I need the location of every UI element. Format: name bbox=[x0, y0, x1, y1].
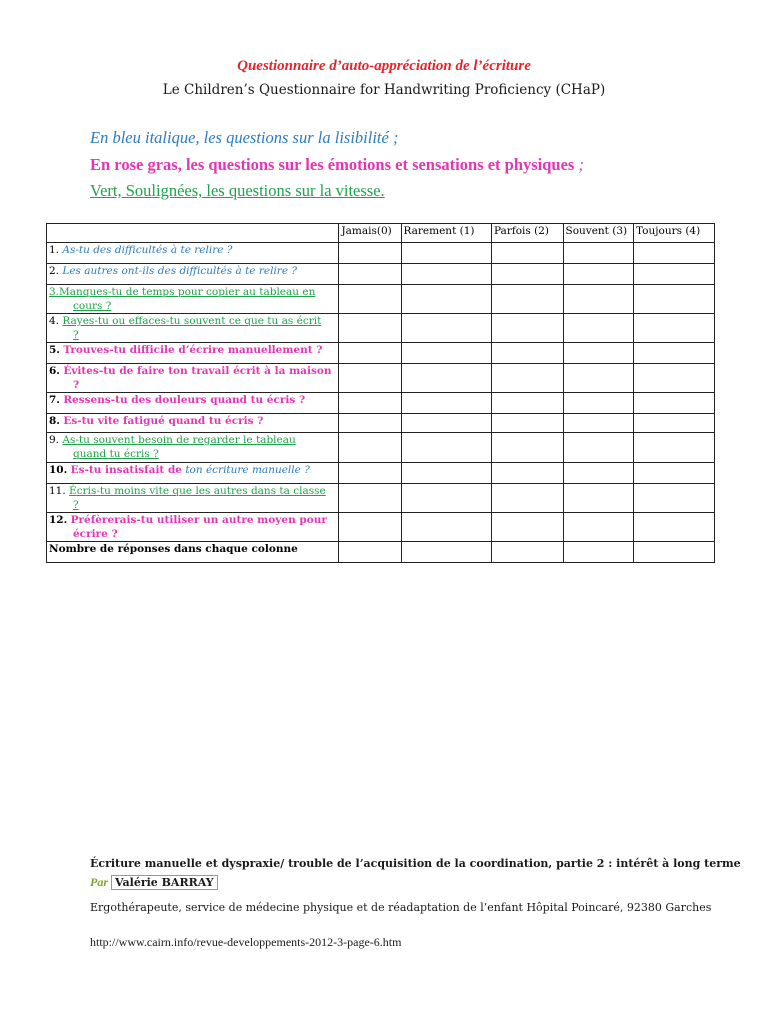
answer-cell[interactable] bbox=[633, 343, 714, 364]
column-header-parfois: Parfois (2) bbox=[491, 224, 563, 243]
answer-cell[interactable] bbox=[401, 285, 491, 314]
question-text: Ressens-tu des douleurs quand tu écris ? bbox=[63, 394, 306, 406]
total-cell[interactable] bbox=[339, 542, 401, 563]
answer-cell[interactable] bbox=[563, 433, 633, 463]
question-number: 10. bbox=[49, 464, 68, 476]
question-cell bbox=[47, 364, 339, 393]
table-row bbox=[47, 314, 715, 343]
question-text: Es-tu vite fatigué quand tu écris ? bbox=[63, 415, 264, 427]
answer-cell[interactable] bbox=[491, 393, 563, 414]
question-text: Manques-tu de temps pour copier au tableau en bbox=[59, 286, 316, 298]
answer-cell[interactable] bbox=[633, 414, 714, 433]
table-row bbox=[47, 393, 715, 414]
legend-emotions-text: En rose gras, les questions sur les émotions et sensations et physiques bbox=[90, 155, 575, 174]
table-row bbox=[47, 343, 715, 364]
answer-cell[interactable] bbox=[401, 364, 491, 393]
question-number: 3. bbox=[49, 286, 60, 298]
answer-cell[interactable] bbox=[563, 414, 633, 433]
table-row bbox=[47, 414, 715, 433]
question-text-cont: écrire ? bbox=[73, 528, 118, 540]
answer-cell[interactable] bbox=[339, 343, 401, 364]
reference-affiliation: Ergothérapeute, service de médecine physique et de réadaptation de l’enfant Hôpital Poincaré, 92380 Garches bbox=[90, 901, 712, 914]
reference-par: Par bbox=[90, 875, 108, 889]
column-header-rarement: Rarement (1) bbox=[401, 224, 491, 243]
answer-cell[interactable] bbox=[633, 393, 714, 414]
answer-cell[interactable] bbox=[339, 463, 401, 484]
reference-author: Valérie BARRAY bbox=[111, 875, 218, 890]
question-text: As-tu des difficultés à te relire ? bbox=[62, 244, 233, 256]
header-question-cell bbox=[47, 224, 339, 243]
table-row bbox=[47, 264, 715, 285]
answer-cell[interactable] bbox=[339, 314, 401, 343]
answer-cell[interactable] bbox=[563, 285, 633, 314]
question-text: Trouves-tu difficile d’écrire manuellement ? bbox=[63, 344, 323, 356]
question-cell bbox=[47, 343, 339, 364]
answer-cell[interactable] bbox=[633, 264, 714, 285]
answer-cell[interactable] bbox=[339, 513, 401, 542]
table-row bbox=[47, 513, 715, 542]
question-cell bbox=[47, 484, 339, 513]
question-number: 2. bbox=[49, 265, 60, 277]
table-row bbox=[47, 285, 715, 314]
question-cell bbox=[47, 314, 339, 343]
page-title: Questionnaire d’auto-appréciation de l’écriture bbox=[237, 58, 531, 74]
answer-cell[interactable] bbox=[563, 513, 633, 542]
question-text: Es-tu insatisfait de bbox=[70, 464, 182, 476]
answer-cell[interactable] bbox=[563, 343, 633, 364]
answer-cell[interactable] bbox=[633, 243, 714, 264]
answer-cell[interactable] bbox=[633, 513, 714, 542]
table-row bbox=[47, 463, 715, 484]
answer-cell[interactable] bbox=[339, 433, 401, 463]
question-text: Préfèrerais-tu utiliser un autre moyen pour bbox=[70, 514, 327, 526]
question-cell bbox=[47, 264, 339, 285]
total-cell[interactable] bbox=[491, 542, 563, 563]
answer-cell[interactable] bbox=[563, 364, 633, 393]
question-text-cont: cours ? bbox=[73, 300, 112, 312]
answer-cell[interactable] bbox=[401, 414, 491, 433]
answer-cell[interactable] bbox=[339, 364, 401, 393]
question-text: Évites-tu de faire ton travail écrit à la maison bbox=[63, 365, 332, 377]
table-row bbox=[47, 484, 715, 513]
question-cell bbox=[47, 393, 339, 414]
answer-cell[interactable] bbox=[339, 264, 401, 285]
legend-emotions bbox=[90, 155, 584, 175]
answer-cell[interactable] bbox=[491, 414, 563, 433]
answer-cell[interactable] bbox=[491, 364, 563, 393]
answer-cell[interactable] bbox=[401, 433, 491, 463]
answer-cell[interactable] bbox=[401, 343, 491, 364]
answer-cell[interactable] bbox=[339, 484, 401, 513]
question-cell bbox=[47, 463, 339, 484]
question-text: Écris-tu moins vite que les autres dans ta classe bbox=[69, 485, 326, 497]
question-number: 9. bbox=[49, 434, 60, 446]
answer-cell[interactable] bbox=[563, 264, 633, 285]
question-number: 4. bbox=[49, 315, 60, 327]
answer-cell[interactable] bbox=[633, 364, 714, 393]
answer-cell[interactable] bbox=[563, 463, 633, 484]
answer-cell[interactable] bbox=[491, 484, 563, 513]
answer-cell[interactable] bbox=[491, 314, 563, 343]
total-label: Nombre de réponses dans chaque colonne bbox=[47, 542, 339, 563]
reference-title: Écriture manuelle et dyspraxie/ trouble de l’acquisition de la coordination, partie 2 : intérêt à long terme bbox=[90, 857, 741, 870]
total-cell[interactable] bbox=[563, 542, 633, 563]
answer-cell[interactable] bbox=[633, 433, 714, 463]
question-cell bbox=[47, 285, 339, 314]
question-text-part2: ton écriture manuelle ? bbox=[185, 464, 310, 476]
question-number: 6. bbox=[49, 365, 60, 377]
questionnaire-table bbox=[46, 223, 715, 563]
question-text-cont: ? bbox=[73, 499, 79, 511]
answer-cell[interactable] bbox=[491, 285, 563, 314]
column-header-toujours: Toujours (4) bbox=[633, 224, 714, 243]
answer-cell[interactable] bbox=[633, 314, 714, 343]
table-row bbox=[47, 364, 715, 393]
question-text: Les autres ont-ils des difficultés à te relire ? bbox=[62, 265, 297, 277]
answer-cell[interactable] bbox=[563, 484, 633, 513]
question-cell bbox=[47, 433, 339, 463]
answer-cell[interactable] bbox=[339, 243, 401, 264]
answer-cell[interactable] bbox=[401, 484, 491, 513]
table-total-row bbox=[47, 542, 715, 563]
answer-cell[interactable] bbox=[401, 243, 491, 264]
question-number: 5. bbox=[49, 344, 60, 356]
answer-cell[interactable] bbox=[563, 393, 633, 414]
answer-cell[interactable] bbox=[491, 264, 563, 285]
question-number: 8. bbox=[49, 415, 60, 427]
question-text-cont: ? bbox=[73, 379, 80, 391]
legend-legibility: En bleu italique, les questions sur la lisibilité ; bbox=[90, 128, 399, 147]
answer-cell[interactable] bbox=[401, 393, 491, 414]
answer-cell[interactable] bbox=[633, 285, 714, 314]
question-text-cont: quand tu écris ? bbox=[73, 448, 159, 460]
question-number: 1. bbox=[49, 244, 60, 256]
total-cell[interactable] bbox=[401, 542, 491, 563]
table-header-row bbox=[47, 224, 715, 243]
legend-emotions-end: ; bbox=[578, 155, 584, 174]
answer-cell[interactable] bbox=[633, 463, 714, 484]
question-text: As-tu souvent besoin de regarder le tableau bbox=[62, 434, 296, 446]
answer-cell[interactable] bbox=[401, 463, 491, 484]
answer-cell[interactable] bbox=[491, 513, 563, 542]
answer-cell[interactable] bbox=[491, 433, 563, 463]
question-number: 7. bbox=[49, 394, 60, 406]
question-cell bbox=[47, 513, 339, 542]
answer-cell[interactable] bbox=[339, 393, 401, 414]
page-subtitle: Le Children’s Questionnaire for Handwriting Proficiency (CHaP) bbox=[162, 82, 606, 98]
answer-cell[interactable] bbox=[491, 343, 563, 364]
column-header-jamais: Jamais(0) bbox=[339, 224, 401, 243]
reference-author-line bbox=[90, 875, 218, 890]
answer-cell[interactable] bbox=[339, 414, 401, 433]
table-row bbox=[47, 433, 715, 463]
column-header-souvent: Souvent (3) bbox=[563, 224, 633, 243]
answer-cell[interactable] bbox=[401, 314, 491, 343]
answer-cell[interactable] bbox=[491, 243, 563, 264]
total-cell[interactable] bbox=[633, 542, 714, 563]
answer-cell[interactable] bbox=[563, 243, 633, 264]
legend-speed: Vert, Soulignées, les questions sur la vitesse. bbox=[90, 181, 385, 200]
question-number: 12. bbox=[49, 514, 68, 526]
answer-cell[interactable] bbox=[491, 463, 563, 484]
answer-cell[interactable] bbox=[563, 314, 633, 343]
reference-url[interactable]: http://www.cairn.info/revue-developpements-2012-3-page-6.htm bbox=[90, 935, 402, 949]
answer-cell[interactable] bbox=[633, 484, 714, 513]
answer-cell[interactable] bbox=[339, 285, 401, 314]
question-text: Rayes-tu ou effaces-tu souvent ce que tu as écrit bbox=[62, 315, 322, 327]
question-cell bbox=[47, 243, 339, 264]
question-cell bbox=[47, 414, 339, 433]
question-number: 11. bbox=[49, 485, 66, 497]
answer-cell[interactable] bbox=[401, 264, 491, 285]
table-row bbox=[47, 243, 715, 264]
question-text-cont: ? bbox=[73, 329, 79, 341]
answer-cell[interactable] bbox=[401, 513, 491, 542]
